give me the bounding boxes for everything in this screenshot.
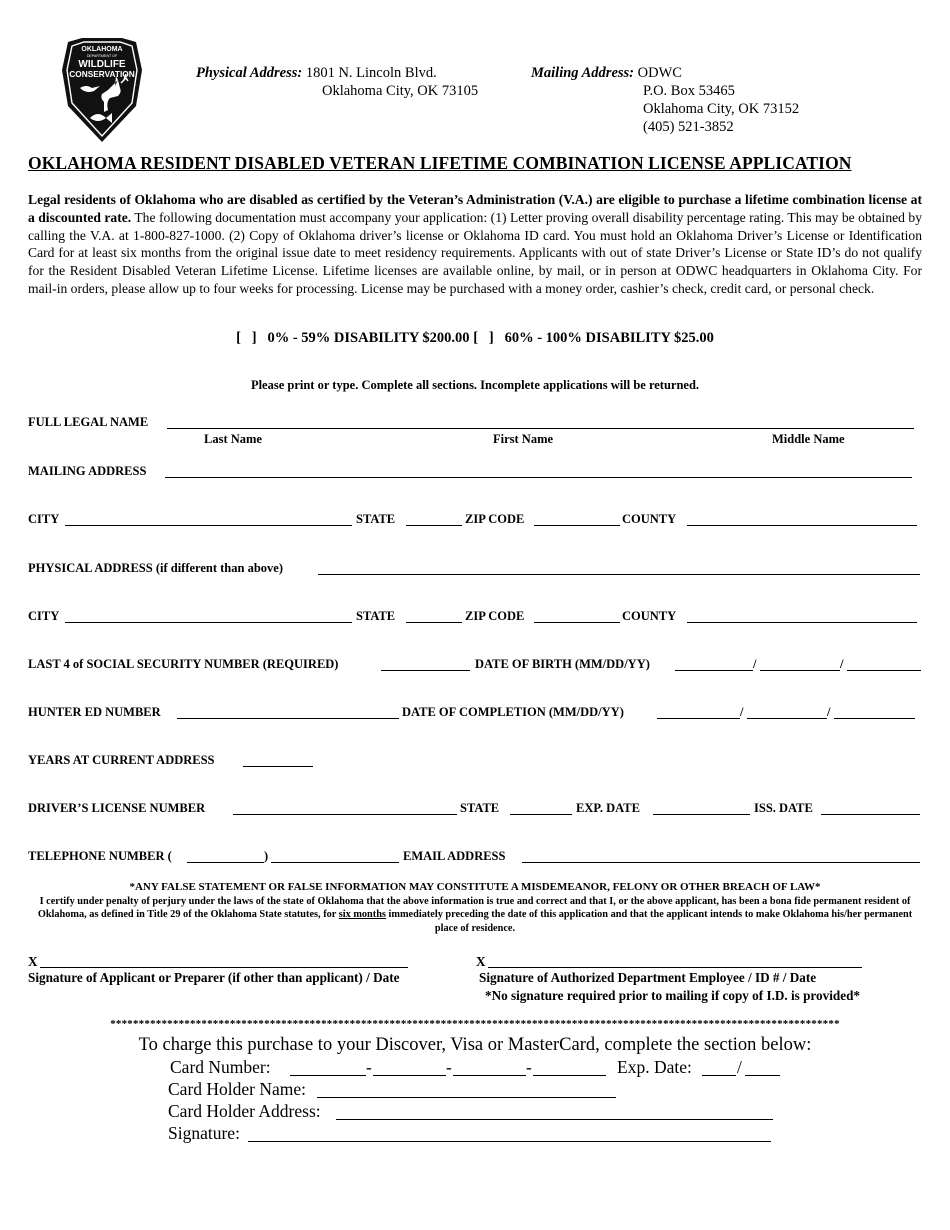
dob-label: DATE OF BIRTH (MM/DD/YY) <box>475 657 650 671</box>
logo-text-2: DEPARTMENT OF <box>86 54 118 58</box>
city-label: CITY <box>28 512 60 526</box>
intro-body: The following documentation must accompany your application: (1) Letter proving overall disability percentage rating. This may be obtained by calling the V.A. at 1-800-827-1000. (2) Copy of Oklahoma driver’s license or Oklahoma ID card. You must hold an Oklahoma Driver’s License or Identification Card for at least six months from the original issue date to meet residency requirements. Applicants with out of state Driver’s License or State ID’s do not qualify for the Resident Disabled Veteran Lifetime License. Lifetime licenses are available online, by mail, or in person at ODWC headquarters in Oklahoma City. For mail-in orders, please allow up to four weeks for processing. License may be purchased with a money order, cashier’s check, credit card, or personal check. <box>28 209 922 296</box>
card-holder-name-input[interactable] <box>317 1097 616 1098</box>
middle-name-label: Middle Name <box>772 432 845 446</box>
intro-paragraph <box>28 191 922 298</box>
first-name-label: First Name <box>493 432 554 446</box>
completion-label: DATE OF COMPLETION (MM/DD/YY) <box>402 705 624 719</box>
physical-address-field-label: PHYSICAL ADDRESS (if different than above) <box>28 561 283 575</box>
dob-slash-2: / <box>840 657 844 671</box>
city-label-2: CITY <box>28 609 60 623</box>
mailing-address-field-label: MAILING ADDRESS <box>28 464 147 478</box>
card-number-label: Card Number: <box>170 1057 271 1077</box>
state-input[interactable] <box>406 525 462 526</box>
instructions: Please print or type. Complete all sections. Incomplete applications will be returned. <box>250 378 700 392</box>
card-holder-address-label: Card Holder Address: <box>168 1101 321 1121</box>
employee-x: X <box>476 954 486 969</box>
employee-signature-line[interactable] <box>488 967 862 968</box>
full-legal-name-label: FULL LEGAL NAME <box>28 415 149 429</box>
certification-six-months: six months <box>338 909 386 921</box>
email-label: EMAIL ADDRESS <box>403 849 506 863</box>
telephone-label: TELEPHONE NUMBER ( <box>28 849 172 863</box>
signature-note: *No signature required prior to mailing if copy of I.D. is provided* <box>485 988 861 1003</box>
city-input-2[interactable] <box>65 622 352 623</box>
dl-state-input[interactable] <box>510 814 572 815</box>
certification-text <box>34 895 916 935</box>
telephone-paren: ) <box>264 849 269 863</box>
applicant-signature-line[interactable] <box>40 967 408 968</box>
hunter-ed-input[interactable] <box>177 718 399 719</box>
card-dash-1: - <box>366 1057 372 1077</box>
certification-text-1: I certify under penalty of perjury under the laws of the state of Oklahoma that the above information is true and correct and that I, or the above applicant, has been a bona fide permanent resident of Oklahoma, as defined in Title 29 of the Oklahoma State statutes, for <box>37 896 911 921</box>
false-statement-warning: *ANY FALSE STATEMENT OR FALSE INFORMATION MAY CONSTITUTE A MISDEMEANOR, FELONY OR OTHER BREACH OF LAW* <box>129 881 821 893</box>
county-label: COUNTY <box>622 512 677 526</box>
mailing-address-line-2: P.O. Box 53465 <box>643 83 735 99</box>
dob-month-input[interactable] <box>675 670 753 671</box>
card-number-part-1[interactable] <box>290 1075 366 1076</box>
card-signature-input[interactable] <box>248 1141 771 1142</box>
state-label-2: STATE <box>356 609 396 623</box>
zip-label: ZIP CODE <box>465 512 525 526</box>
exp-date-label: EXP. DATE <box>576 801 640 815</box>
separator-stars: ******************************************************************************************************************************** <box>110 1018 840 1030</box>
dl-input[interactable] <box>233 814 457 815</box>
last-name-label: Last Name <box>204 432 262 446</box>
dl-label: DRIVER’S LICENSE NUMBER <box>28 801 206 815</box>
years-label: YEARS AT CURRENT ADDRESS <box>28 753 215 767</box>
card-number-part-4[interactable] <box>533 1075 606 1076</box>
county-input[interactable] <box>687 525 917 526</box>
zip-label-2: ZIP CODE <box>465 609 525 623</box>
physical-address <box>196 64 437 82</box>
applicant-x: X <box>28 954 38 969</box>
completion-slash-2: / <box>827 705 831 719</box>
ssn-input[interactable] <box>381 670 470 671</box>
ssn-label: LAST 4 of SOCIAL SECURITY NUMBER (REQUIRED) <box>28 657 339 671</box>
odwc-logo <box>60 36 144 144</box>
mailing-address-input[interactable] <box>165 477 912 478</box>
state-label: STATE <box>356 512 396 526</box>
iss-date-label: ISS. DATE <box>754 801 813 815</box>
logo-text-1: OKLAHOMA <box>81 46 123 53</box>
drivers-license-row <box>28 801 922 819</box>
mailing-address-line-1: ODWC <box>637 65 682 81</box>
card-exp-month-input[interactable] <box>702 1075 736 1076</box>
option-0-59-checkbox[interactable]: [ ] 0% - 59% DISABILITY $200.00 <box>236 330 470 346</box>
physical-address-label: Physical Address: <box>196 65 303 81</box>
telephone-row <box>28 849 922 867</box>
applicant-signature-label: Signature of Applicant or Preparer (if other than applicant) / Date <box>28 970 400 985</box>
mailing-address-line-3: Oklahoma City, OK 73152 <box>643 101 800 117</box>
employee-signature-label: Signature of Authorized Department Employee / ID # / Date <box>479 970 817 985</box>
full-legal-name-input[interactable] <box>167 428 914 429</box>
dob-day-input[interactable] <box>760 670 840 671</box>
physical-address-line-1: 1801 N. Lincoln Blvd. <box>305 65 437 81</box>
mailing-address-label: Mailing Address: <box>531 65 634 81</box>
years-row <box>28 753 922 771</box>
full-legal-name-row <box>28 415 922 446</box>
ssn-dob-row <box>28 657 922 675</box>
mailing-address-phone: (405) 521-3852 <box>643 119 734 135</box>
exp-date-input[interactable] <box>653 814 750 815</box>
mailing-address <box>531 64 682 82</box>
hunter-ed-label: HUNTER ED NUMBER <box>28 705 161 719</box>
state-input-2[interactable] <box>406 622 462 623</box>
card-exp-slash: / <box>737 1057 742 1077</box>
dob-slash-1: / <box>753 657 757 671</box>
area-code-input[interactable] <box>187 862 264 863</box>
disability-options <box>0 330 950 347</box>
dob-year-input[interactable] <box>847 670 921 671</box>
county-input-2[interactable] <box>687 622 917 623</box>
card-number-part-2[interactable] <box>373 1075 446 1076</box>
mailing-address-row <box>28 464 922 482</box>
dl-state-label: STATE <box>460 801 500 815</box>
logo-text-4: CONSERVATION <box>69 69 135 79</box>
city-row-mailing <box>28 512 922 530</box>
completion-year-input[interactable] <box>834 718 915 719</box>
form-title: OKLAHOMA RESIDENT DISABLED VETERAN LIFETIME COMBINATION LICENSE APPLICATION <box>28 153 852 173</box>
logo-text-3: WILDLIFE <box>78 59 126 70</box>
certification-text-2: immediately preceding the date of this application and that the applicant intends to make Oklahoma his/her permanent place of residence. <box>385 909 913 934</box>
intro-bold: Legal residents of Oklahoma who are disabled as certified by the Veteran’s Administration (V.A.) are eligible to purchase a lifetime combination license at a discounted rate. <box>28 192 922 225</box>
card-dash-2: - <box>446 1057 452 1077</box>
option-60-100-checkbox[interactable]: [ ] 60% - 100% DISABILITY $25.00 <box>473 330 714 346</box>
years-input[interactable] <box>243 766 313 767</box>
iss-date-input[interactable] <box>821 814 920 815</box>
card-dash-3: - <box>526 1057 532 1077</box>
physical-address-row <box>28 561 922 579</box>
hunter-ed-row <box>28 705 922 723</box>
city-row-physical <box>28 609 922 627</box>
card-holder-address-input[interactable] <box>336 1119 773 1120</box>
card-signature-label: Signature: <box>168 1123 240 1143</box>
email-input[interactable] <box>522 862 920 863</box>
completion-slash-1: / <box>740 705 744 719</box>
exp-date-card-label: Exp. Date: <box>617 1057 692 1077</box>
physical-address-line-2: Oklahoma City, OK 73105 <box>322 83 479 99</box>
card-number-part-3[interactable] <box>453 1075 526 1076</box>
telephone-input[interactable] <box>271 862 399 863</box>
city-input[interactable] <box>65 525 352 526</box>
card-section-heading: To charge this purchase to your Discover, Visa or MasterCard, complete the section below: <box>138 1035 812 1055</box>
completion-day-input[interactable] <box>747 718 827 719</box>
zip-input[interactable] <box>534 525 620 526</box>
completion-month-input[interactable] <box>657 718 740 719</box>
card-exp-year-input[interactable] <box>745 1075 780 1076</box>
zip-input-2[interactable] <box>534 622 620 623</box>
card-holder-name-label: Card Holder Name: <box>168 1079 307 1099</box>
physical-address-input[interactable] <box>318 574 920 575</box>
county-label-2: COUNTY <box>622 609 677 623</box>
